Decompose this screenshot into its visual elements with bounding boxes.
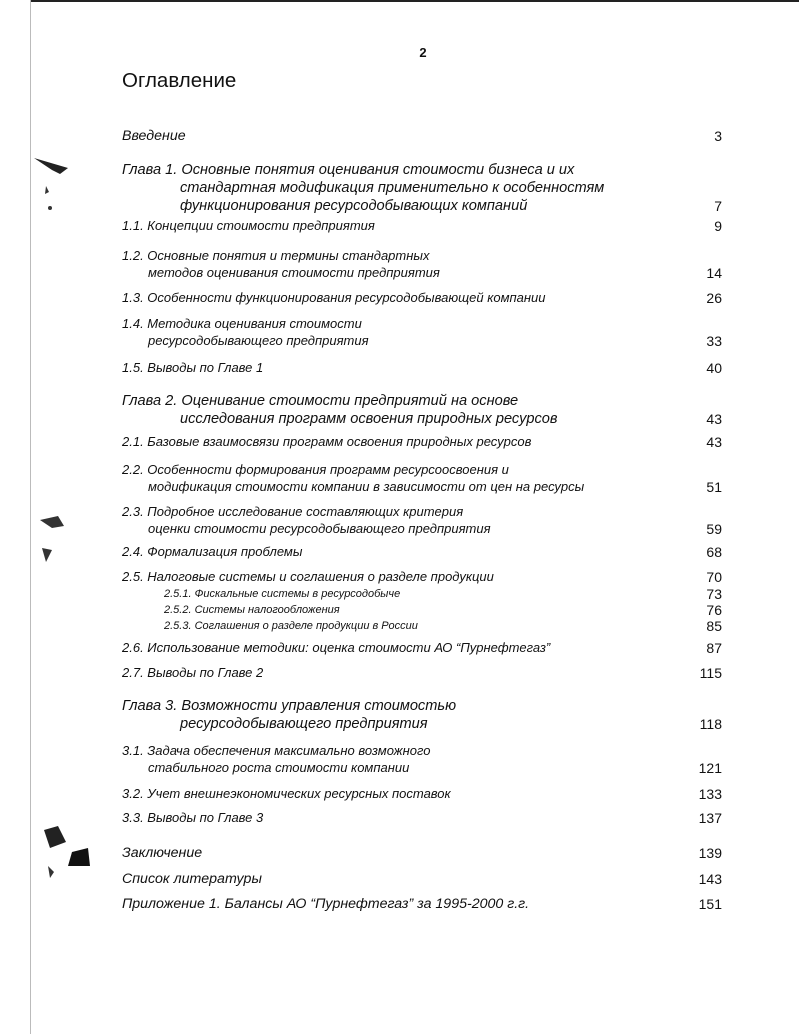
toc-entry [122, 392, 722, 428]
toc-entry [122, 248, 722, 281]
toc-entry-title: 2.5.2. Системы налогообложения [164, 604, 340, 616]
toc-entry-title: Список литературы [122, 871, 262, 887]
toc-entry-page: 87 [706, 640, 722, 656]
toc-entry-page: 133 [698, 786, 722, 802]
toc-entry-title: Глава 3. Возможности управления стоимостью [122, 698, 457, 714]
toc-entry-title: исследования программ освоения природных ресурсов [180, 411, 558, 427]
toc-entry-page: 115 [699, 665, 722, 681]
toc-entry-page: 70 [706, 569, 722, 585]
toc-entry-title: Глава 1. Основные понятия оценивания стоимости бизнеса и их [122, 162, 575, 178]
toc-entry-title: 2.5.3. Соглашения о разделе продукции в России [164, 620, 418, 632]
toc-entry-title: методов оценивания стоимости предприятия [148, 264, 440, 280]
toc-entry [122, 743, 722, 776]
toc-entry [122, 845, 722, 862]
toc-entry-page: 7 [714, 198, 722, 214]
toc-entry-title: 2.5.1. Фискальные системы в ресурсодобыче [164, 588, 401, 600]
toc-entry-page: 137 [698, 810, 722, 826]
page-number: 2 [419, 45, 427, 60]
toc-entry [122, 161, 722, 215]
scan-smudge [30, 150, 80, 220]
toc-entry [122, 316, 722, 349]
toc-entry [122, 218, 722, 235]
toc-entry-page: 3 [714, 128, 722, 144]
toc-entry-title: функционирования ресурсодобывающих компаний [180, 198, 528, 214]
toc-entry-title: 2.3. Подробное исследование составляющих критерия [122, 504, 464, 519]
toc-entry [164, 602, 722, 618]
page-title: Оглавление [122, 69, 237, 92]
toc-entry-page: 9 [714, 218, 722, 234]
toc-entry-title: оценки стоимости ресурсодобывающего предприятия [148, 520, 491, 536]
toc-entry [122, 640, 722, 657]
toc-entry-title: 2.2. Особенности формирования программ ресурсоосвоения и [122, 462, 509, 477]
toc-entry-page: 43 [706, 434, 722, 450]
toc-entry-page: 33 [706, 332, 722, 349]
toc-entry-title: 3.2. Учет внешнеэкономических ресурсных поставок [122, 786, 451, 801]
toc-entry-page: 73 [706, 586, 722, 602]
toc-entry [122, 896, 722, 913]
toc-entry [164, 618, 722, 634]
toc-entry-page: 118 [699, 716, 722, 732]
toc-entry-title: Заключение [122, 845, 203, 861]
toc-entry [122, 810, 722, 827]
toc-entry-page: 14 [706, 264, 722, 281]
toc-entry-title: Приложение 1. Балансы АО “Пурнефтегаз” за 1995-2000 г.г. [122, 896, 530, 912]
toc-entry-title: 1.3. Особенности функционирования ресурсодобывающей компании [122, 290, 546, 305]
toc-entry [122, 544, 722, 561]
toc-entry-page: 121 [698, 759, 722, 776]
toc-entry-title: 1.5. Выводы по Главе 1 [122, 360, 264, 375]
toc-entry [122, 569, 722, 586]
toc-entry-page: 143 [698, 871, 722, 887]
toc-entry-title: ресурсодобывающего предприятия [148, 332, 369, 348]
toc-entry [122, 786, 722, 803]
toc-entry-title: Введение [122, 128, 186, 144]
toc-entry-page: 76 [706, 602, 722, 618]
toc-entry-page: 26 [706, 290, 722, 306]
toc-entry-title: 3.1. Задача обеспечения максимально возможного [122, 743, 431, 758]
toc-entry-title: 2.4. Формализация проблемы [122, 544, 303, 559]
toc-entry-title: 3.3. Выводы по Главе 3 [122, 810, 264, 825]
toc-entry [122, 665, 722, 682]
toc-entry [122, 504, 722, 537]
toc-entry-title: стандартная модификация применительно к особенностям [180, 180, 605, 196]
toc-entry [122, 697, 722, 733]
scan-top-edge [30, 0, 799, 2]
toc-entry-title: 2.6. Использование методики: оценка стоимости АО “Пурнефтегаз” [122, 640, 551, 655]
scan-smudge [36, 512, 76, 567]
scan-smudge [38, 822, 98, 892]
toc-entry-page: 40 [706, 360, 722, 376]
toc-entry [122, 128, 722, 145]
toc-entry-title: модификация стоимости компании в зависимости от цен на ресурсы [148, 478, 585, 494]
toc-entry-page: 151 [698, 896, 722, 912]
toc-entry-page: 85 [706, 618, 722, 634]
toc-entry-page: 51 [706, 478, 722, 495]
toc-entry-title: 1.2. Основные понятия и термины стандартных [122, 248, 430, 263]
toc-entry-title: Глава 2. Оценивание стоимости предприятий на основе [122, 393, 519, 409]
toc-entry-title: 1.1. Концепции стоимости предприятия [122, 218, 375, 233]
toc-entry-page: 68 [706, 544, 722, 560]
toc-entry-title: 2.7. Выводы по Главе 2 [122, 665, 264, 680]
toc-entry-title: 2.1. Базовые взаимосвязи программ освоения природных ресурсов [122, 434, 532, 449]
toc-entry [122, 360, 722, 377]
toc-entry-title: стабильного роста стоимости компании [148, 759, 410, 775]
toc-entry [164, 586, 722, 602]
toc-entry-page: 139 [698, 845, 722, 861]
toc-entry-page: 59 [706, 520, 722, 537]
toc-entry [122, 434, 722, 451]
toc-entry-title: ресурсодобывающего предприятия [180, 716, 428, 732]
toc-entry [122, 871, 722, 888]
toc-entry-title: 2.5. Налоговые системы и соглашения о разделе продукции [122, 569, 494, 584]
toc-entry-title: 1.4. Методика оценивания стоимости [122, 316, 362, 331]
toc-entry [122, 290, 722, 307]
toc-entry [122, 462, 722, 495]
toc-entry-page: 43 [706, 411, 722, 427]
